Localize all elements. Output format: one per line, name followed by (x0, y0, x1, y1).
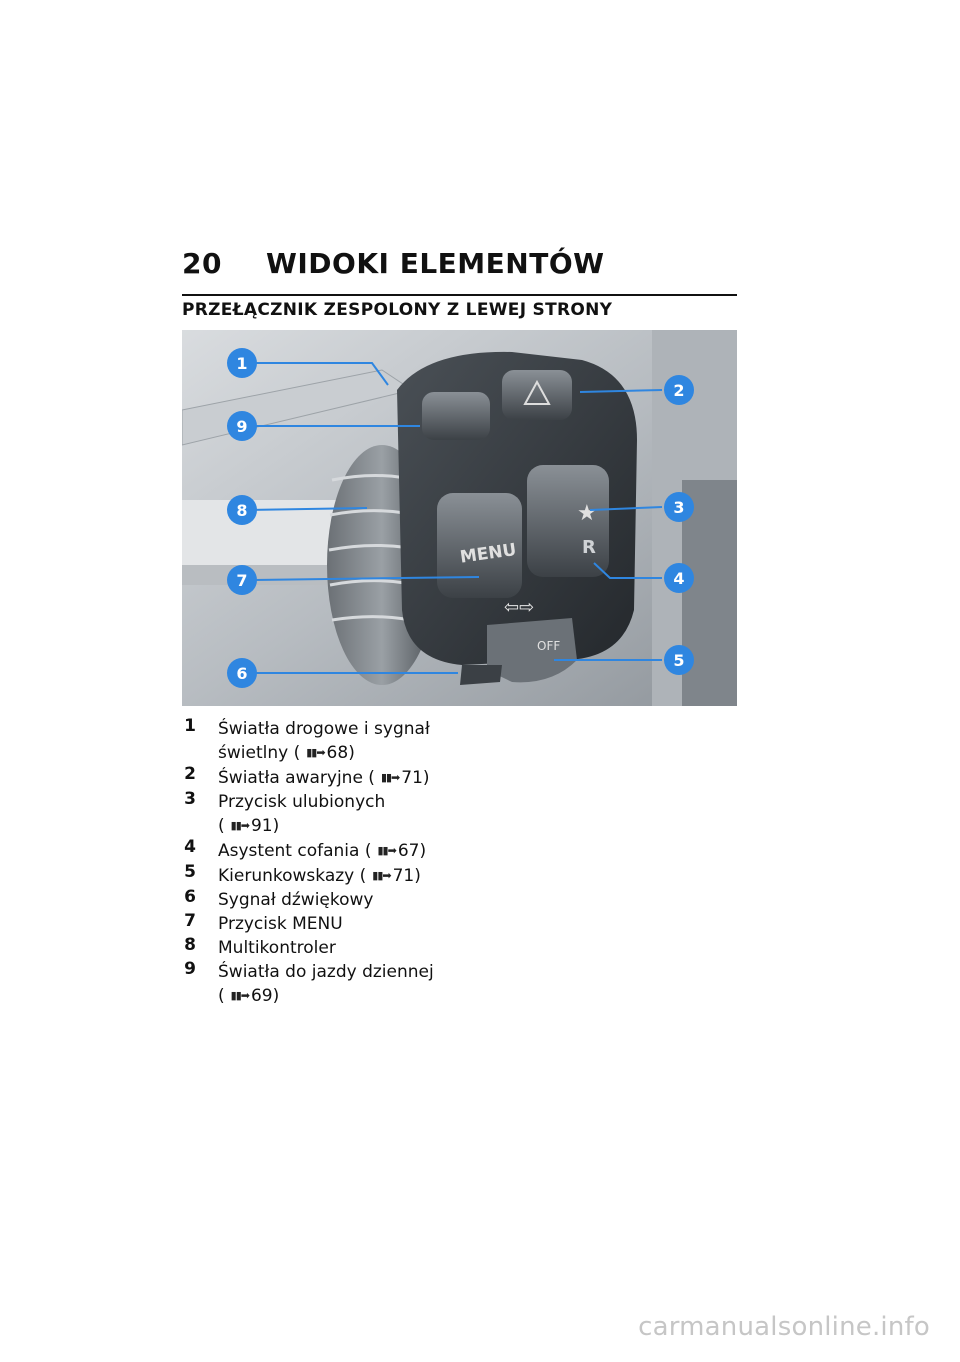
callout-1 (227, 348, 257, 378)
legend-number: 2 (184, 764, 196, 784)
callout-2 (664, 375, 694, 405)
legend-item-8 (182, 937, 482, 960)
callout-3 (664, 492, 694, 522)
legend-number: 7 (184, 911, 196, 931)
page-reference[interactable]: ( ▮▮➡ 71) (354, 866, 421, 886)
legend-text-continued: świetlny (218, 743, 289, 763)
reference-arrow-icon: ▮▮➡ (377, 844, 396, 857)
legend-number: 6 (184, 887, 196, 907)
menu-label: MENU (458, 540, 518, 568)
reference-arrow-icon: ▮▮➡ (306, 746, 325, 759)
legend-number: 1 (184, 716, 196, 736)
switch-illustration (182, 330, 737, 706)
page-header (182, 246, 737, 282)
horn-button[interactable] (460, 665, 502, 685)
turn-signal-arrows-icon: ⇦⇨ (504, 597, 535, 618)
svg-text:2: 2 (673, 381, 685, 400)
legend-number: 8 (184, 935, 196, 955)
callout-4 (664, 563, 694, 593)
legend-text: Sygnał dźwiękowy (218, 890, 374, 910)
reference-arrow-icon: ▮▮➡ (230, 819, 249, 832)
svg-text:3: 3 (673, 498, 685, 517)
legend-item-4 (182, 839, 482, 863)
callout-9 (227, 411, 257, 441)
svg-text:7: 7 (236, 571, 248, 590)
section-title: PRZEŁĄCZNIK ZESPOLONY Z LEWEJ STRONY (182, 300, 613, 320)
callout-8 (227, 495, 257, 525)
switch-figure (182, 330, 737, 706)
high-beam-button[interactable] (422, 392, 490, 440)
legend-list (182, 718, 482, 1009)
legend-text: Światła do jazdy dziennej (218, 962, 434, 982)
reference-arrow-icon: ▮▮➡ (230, 989, 249, 1002)
reference-arrow-icon: ▮▮➡ (372, 869, 391, 882)
legend-item-7 (182, 913, 482, 936)
header-rule (182, 294, 737, 296)
legend-number: 4 (184, 837, 196, 857)
off-label: OFF (537, 639, 561, 653)
page-reference[interactable]: ( ▮▮➡ 91) (218, 816, 280, 836)
legend-text: Przycisk ulubionych (218, 792, 386, 812)
svg-text:1: 1 (236, 354, 248, 373)
legend-item-1 (182, 718, 482, 765)
chapter-title: WIDOKI ELEMENTÓW (266, 247, 605, 280)
legend-number: 9 (184, 959, 196, 979)
legend-item-3 (182, 791, 482, 838)
legend-item-6 (182, 889, 482, 912)
reverse-label: R (582, 537, 596, 558)
callout-7 (227, 565, 257, 595)
legend-number: 5 (184, 862, 196, 882)
page-reference[interactable]: ( ▮▮➡ 71) (362, 768, 430, 788)
svg-text:4: 4 (673, 569, 685, 588)
legend-item-5 (182, 864, 482, 888)
star-icon: ★ (577, 501, 597, 526)
callout-6 (227, 658, 257, 688)
page-reference[interactable]: ( ▮▮➡ 67) (359, 841, 427, 861)
legend-text: Światła drogowe i sygnał (218, 719, 430, 739)
legend-text: Asystent cofania (218, 841, 360, 861)
legend-item-9 (182, 961, 482, 1008)
svg-text:8: 8 (236, 501, 248, 520)
callout-5 (664, 645, 694, 675)
page-number: 20 (182, 247, 222, 280)
legend-text: Przycisk MENU (218, 914, 343, 934)
page-reference[interactable]: ( ▮▮➡ 68) (288, 743, 355, 763)
legend-item-2 (182, 766, 482, 790)
page-reference[interactable]: ( ▮▮➡ 69) (218, 986, 280, 1006)
legend-text: Multikontroler (218, 938, 336, 958)
legend-number: 3 (184, 789, 196, 809)
svg-text:9: 9 (236, 417, 248, 436)
hazard-button[interactable] (502, 370, 572, 420)
legend-text: Kierunkowskazy (218, 866, 355, 886)
svg-text:5: 5 (673, 651, 685, 670)
svg-text:6: 6 (236, 664, 248, 683)
watermark: carmanualsonline.info (638, 1312, 930, 1342)
legend-text: Światła awaryjne (218, 768, 363, 788)
reference-arrow-icon: ▮▮➡ (380, 771, 400, 784)
